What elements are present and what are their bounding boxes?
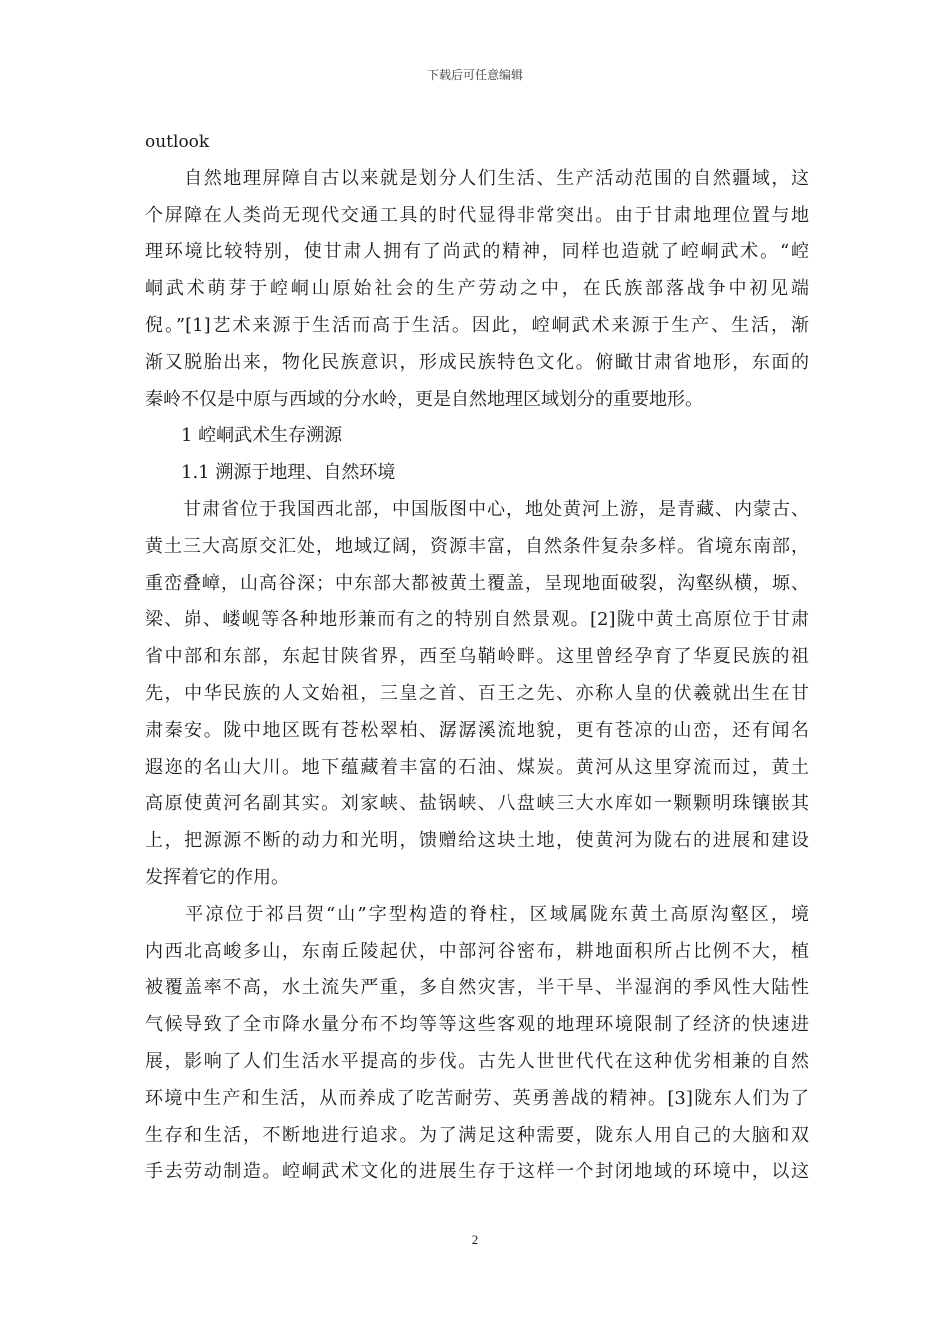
- document-body: [145, 124, 809, 1191]
- text-line: 平凉位于祁吕贺“山”字型构造的脊柱，区域属陇东黄土高原沟壑区，境: [145, 903, 809, 925]
- section-heading-line: 1.1 溯源于地理、自然环境: [145, 462, 396, 484]
- text-line: 峒武术萌芽于崆峒山原始社会的生产劳动之中，在氏族部落战争中初见端: [145, 278, 809, 300]
- text-line: 重峦叠嶂，山高谷深；中东部大都被黄土覆盖，呈现地面破裂，沟壑纵横，塬、: [145, 572, 809, 594]
- text-line: 高原使黄河名副其实。刘家峡、盐锅峡、八盘峡三大水库如一颗颗明珠镶嵌其: [145, 793, 809, 815]
- text-line: 秦岭不仅是中原与西域的分水岭，更是自然地理区域划分的重要地形。: [145, 388, 703, 410]
- text-line: 渐又脱胎出来，物化民族意识，形成民族特色文化。俯瞰甘肃省地形，东面的: [145, 351, 809, 373]
- text-line: 展，影响了人们生活水平提高的步伐。古先人世世代代在这种优劣相兼的自然: [145, 1050, 809, 1072]
- text-line: 甘肃省位于我国西北部，中国版图中心，地处黄河上游，是青藏、内蒙古、: [145, 498, 809, 520]
- text-line: 先，中华民族的人文始祖，三皇之首、百王之先、亦称人皇的伏羲就出生在甘: [145, 682, 809, 704]
- text-line: 个屏障在人类尚无现代交通工具的时代显得非常突出。由于甘肃地理位置与地: [145, 204, 809, 226]
- text-line: 手去劳动制造。崆峒武术文化的进展生存于这样一个封闭地域的环境中，以这: [145, 1161, 809, 1183]
- text-line: outlook: [145, 132, 210, 152]
- page-header: 下载后可任意编辑: [426, 68, 523, 82]
- text-line: 肃秦安。陇中地区既有苍松翠柏、潺潺溪流地貌，更有苍凉的山峦，还有闻名: [145, 719, 809, 741]
- text-line: 梁、峁、嵝岘等各种地形兼而有之的特别自然景观。[2]陇中黄土高原位于甘肃: [145, 609, 809, 631]
- text-line: 遐迩的名山大川。地下蕴藏着丰富的石油、煤炭。黄河从这里穿流而过，黄土: [145, 756, 809, 778]
- text-line: 气候导致了全市降水量分布不均等等这些客观的地理环境限制了经济的快速进: [145, 1014, 809, 1036]
- text-line: 理环境比较特别，使甘肃人拥有了尚武的精神，同样也造就了崆峒武术。“崆: [145, 241, 809, 263]
- text-line: 内西北高峻多山，东南丘陵起伏，中部河谷密布，耕地面积所占比例不大，植: [145, 940, 809, 962]
- section-heading-line: 1 崆峒武术生存溯源: [145, 425, 343, 447]
- text-line: 省中部和东部，东起甘陕省界，西至乌鞘岭畔。这里曾经孕育了华夏民族的祖: [145, 646, 809, 668]
- page-number: 2: [471, 1232, 479, 1247]
- text-line: 环境中生产和生活，从而养成了吃苦耐劳、英勇善战的精神。[3]陇东人们为了: [145, 1087, 809, 1109]
- text-line: 被覆盖率不高，水土流失严重，多自然灾害，半干旱、半湿润的季风性大陆性: [145, 977, 809, 999]
- text-line: 发挥着它的作用。: [145, 866, 289, 888]
- text-line: 生存和生活，不断地进行追求。为了满足这种需要，陇东人用自己的大脑和双: [145, 1124, 809, 1146]
- text-line: 上，把源源不断的动力和光明，馈赠给这块土地，使黄河为陇右的进展和建设: [145, 830, 809, 852]
- text-line: 黄土三大高原交汇处，地域辽阔，资源丰富，自然条件复杂多样。省境东南部，: [145, 535, 809, 557]
- text-line: 自然地理屏障自古以来就是划分人们生活、生产活动范围的自然疆域，这: [145, 167, 809, 189]
- text-line: 倪。”[1]艺术来源于生活而高于生活。因此，崆峒武术来源于生产、生活，渐: [145, 314, 809, 336]
